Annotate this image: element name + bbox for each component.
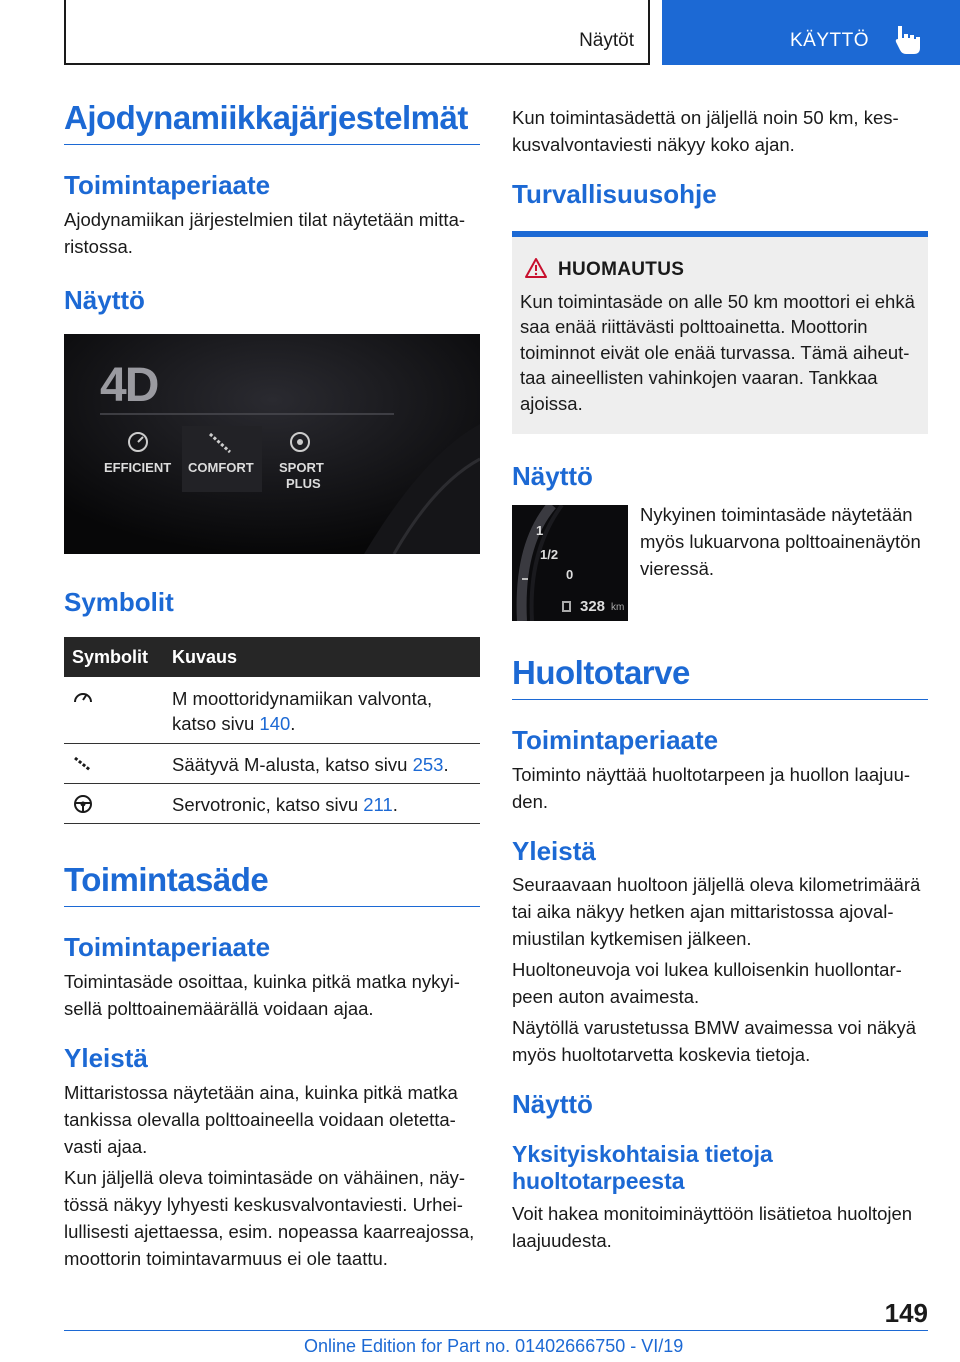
table-header-description: Kuvaus xyxy=(164,637,480,677)
mode-plus-label: PLUS xyxy=(286,476,321,492)
warning-box xyxy=(512,231,928,435)
text-general-4: Huoltoneuvoja voi lukea kulloisenkin huollontar-peen auton avaimesta. xyxy=(512,959,902,1008)
heading-range: Toimintasäde xyxy=(64,862,480,907)
adaptive-suspension-icon xyxy=(72,754,94,774)
table-header-row xyxy=(64,637,480,677)
table-cell-description: Servotronic, katso sivu 211. xyxy=(164,784,480,824)
page-link-253[interactable]: 253 xyxy=(412,754,444,776)
symbols-table xyxy=(64,637,480,824)
drive-modes-display-photo xyxy=(64,334,480,554)
text-general-1: Mittaristossa näytetään aina, kuinka pitkä matka tankissa olevalla polttoaineella voidaan oletetta-vasti ajaa. xyxy=(64,1081,458,1157)
heading-display-1: Näyttö xyxy=(64,284,145,315)
gauge-half-label: 1/2 xyxy=(540,546,559,562)
warning-title: HUOMAUTUS xyxy=(558,258,685,280)
gauge-range-value: 328 xyxy=(580,597,606,615)
heading-safety: Turvallisuusohje xyxy=(512,179,717,209)
pointing-hand-icon xyxy=(894,24,922,56)
header-section-box xyxy=(64,0,650,65)
heading-principle-3: Toimintaperiaate xyxy=(512,724,719,755)
text-details: Voit hakea monitoiminäyttöön lisätietoa huoltojen laajuudesta. xyxy=(512,1202,913,1251)
page-link-140[interactable]: 140 xyxy=(259,713,291,735)
heading-principle-1: Toimintaperiaate xyxy=(64,170,271,201)
page-number: 149 xyxy=(884,1298,928,1328)
text-principle-2: Toimintasäde osoittaa, kuinka pitkä matka nykyi-sellä polttoainemäärällä voidaan ajaa. xyxy=(64,970,460,1019)
table-cell-description: Säätyvä M-alusta, katso sivu 253. xyxy=(164,744,480,784)
range-display-block xyxy=(512,505,928,623)
warning-triangle-icon xyxy=(524,257,548,279)
table-row xyxy=(64,744,480,784)
heading-principle-2: Toimintaperiaate xyxy=(64,932,271,963)
right-column xyxy=(512,104,928,1254)
text-general-2: Kun jäljellä oleva toimintasäde on vähäinen, näy-tössä näkyy lyhyesti keskusvalvontaviesti. Urhei-lullisesti ajettaessa, esim. nopeassa kaarreajossa, moottorin toimintavarmuus ei ole taattu. xyxy=(64,1166,475,1269)
footer-edition-text: Online Edition for Part no. 01402666750 - VI/19 xyxy=(304,1336,684,1356)
warning-text: Kun toimintasäde on alle 50 km moottori ei ehkä saa enää riittävästi polttoainetta. Moottorin toiminnot eivät ole enää turvassa. Tämä aiheut-taa aineellisten vahinkojen vaaran. Tankkaa ajoissa. xyxy=(520,290,915,414)
fuel-pump-icon xyxy=(562,601,571,612)
table-row xyxy=(64,677,480,744)
table-cell-description: M moottoridynamiikan valvonta, katso sivu 140. xyxy=(164,677,480,744)
heading-display-2: Näyttö xyxy=(512,461,593,492)
gauge-one-label: 1 xyxy=(536,522,544,538)
gauge-range-unit: km xyxy=(611,601,625,613)
text-general-5: Näytöllä varustetussa BMW avaimessa voi näkyä myös huoltotarvetta koskevia tietoja. xyxy=(512,1017,917,1066)
text-principle-3: Toiminto näyttää huoltotarpeen ja huollon laajuu-den. xyxy=(512,763,911,812)
text-display-2: Nykyinen toimintasäde näytetään myös lukuarvona polttoainenäytön vieressä. xyxy=(640,503,921,579)
heading-general-2: Yleistä xyxy=(512,835,596,866)
mode-comfort-label: COMFORT xyxy=(188,460,254,476)
drive-gear-label: 4D xyxy=(100,359,158,413)
heading-details: Yksityiskohtaisia tietoja huoltotarpeesta xyxy=(512,1140,773,1195)
steering-wheel-icon xyxy=(72,794,94,814)
mode-efficient-label: EFFICIENT xyxy=(104,460,172,476)
heading-general-1: Yleistä xyxy=(64,1042,148,1073)
text-continuation: Kun toimintasädettä on jäljellä noin 50 km, kes-kusvalvontaviesti näkyy koko ajan. xyxy=(512,107,899,155)
heading-display-3: Näyttö xyxy=(512,1089,593,1120)
gauge-zero-label: 0 xyxy=(566,566,574,582)
fuel-gauge-photo xyxy=(512,505,628,621)
heading-service: Huoltotarve xyxy=(512,655,928,700)
table-row xyxy=(64,784,480,824)
header-section-title: Näytöt xyxy=(579,30,634,51)
heading-drive-dynamics: Ajodynamiikkajärjestelmät xyxy=(64,100,480,145)
footer-rule xyxy=(64,1330,928,1331)
heading-symbols: Symbolit xyxy=(64,587,174,618)
engine-dynamics-gauge-icon xyxy=(72,687,94,707)
left-column xyxy=(64,100,480,1272)
header-chapter-title: KÄYTTÖ xyxy=(790,30,870,51)
table-header-symbols: Symbolit xyxy=(64,637,164,677)
text-general-3: Seuraavaan huoltoon jäljellä oleva kilometrimäärä tai aika näkyy hetken ajan mittaristossa ajoval-miustilan kytkemisen jälkeen. xyxy=(512,874,921,950)
mode-sport-label: SPORT xyxy=(279,460,324,476)
page-link-211[interactable]: 211 xyxy=(363,794,393,816)
text-principle-1: Ajodynamiikan järjestelmien tilat näytetään mitta-ristossa. xyxy=(64,208,466,257)
header-chapter-tab[interactable] xyxy=(662,0,960,65)
